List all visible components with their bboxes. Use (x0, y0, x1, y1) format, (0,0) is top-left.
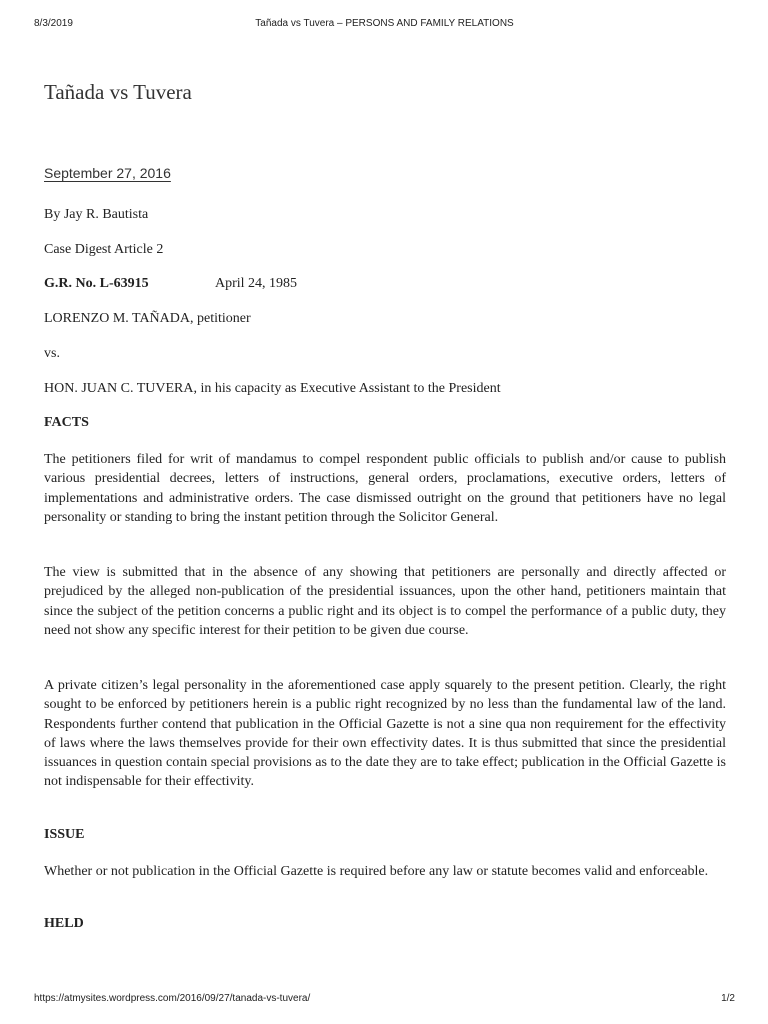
byline: By Jay R. Bautista (44, 207, 149, 222)
versus-line: vs. (44, 346, 60, 361)
source-url: https://atmysites.wordpress.com/2016/09/27/tanada-vs-tuvera/ (34, 993, 311, 1004)
print-footer (34, 993, 735, 1007)
page-indicator: 1/2 (721, 993, 735, 1004)
facts-heading: FACTS (44, 415, 89, 430)
facts-paragraph-2: The view is submitted that in the absence of any showing that petitioners are personally and directly affected or prejudiced by the alleged non-publication of the presidential issuances, upon the other hand, petitioners maintain that since the subject of the petition concerns a public right and its object is to compel the performance of a public duty, they need not show any specific interest for their petition to be given due course. (44, 565, 726, 638)
gr-number: G.R. No. L-63915 (44, 276, 149, 291)
decision-date: April 24, 1985 (215, 276, 298, 291)
case-citation (44, 276, 297, 292)
post-date-link[interactable]: September 27, 2016 (44, 165, 171, 181)
facts-paragraph-1: The petitioners filed for writ of mandamus to compel respondent public officials to publish and/or cause to publish various presidential decrees, letters of instructions, general orders, proclamations, executive orders, letters of implementations and administrative orders. The case dismissed outright on the ground that petitioners have no legal personality or standing to bring the instant petition through the Solicitor General. (44, 452, 726, 525)
category-label: Case Digest Article 2 (44, 242, 164, 257)
issue-paragraph: Whether or not publication in the Official Gazette is required before any law or statute becomes valid and enforceable. (44, 864, 709, 879)
issue-heading: ISSUE (44, 827, 85, 842)
petitioner-line: LORENZO M. TAÑADA, petitioner (44, 311, 251, 326)
print-date: 8/3/2019 (34, 18, 73, 29)
article-title: Tañada vs Tuvera (44, 80, 192, 104)
respondent-line: HON. JUAN C. TUVERA, in his capacity as Executive Assistant to the President (44, 381, 501, 396)
print-page-title: Tañada vs Tuvera – PERSONS AND FAMILY RELATIONS (255, 18, 514, 29)
held-heading: HELD (44, 916, 84, 931)
print-header (34, 18, 735, 32)
facts-paragraph-3: A private citizen’s legal personality in the aforementioned case apply squarely to the present petition. Clearly, the right sought to be enforced by petitioners herein is a public right recognized by no less than the fundamental law of the land. Respondents further contend that publication in the Official Gazette is not a sine qua non requirement for the effectivity of laws where the laws themselves provide for their own effectivity dates. It is thus submitted that since the presidential issuances in question contain special provisions as to the date they are to take effect; publication in the Official Gazette is not indispensable for their effectivity. (44, 678, 726, 790)
